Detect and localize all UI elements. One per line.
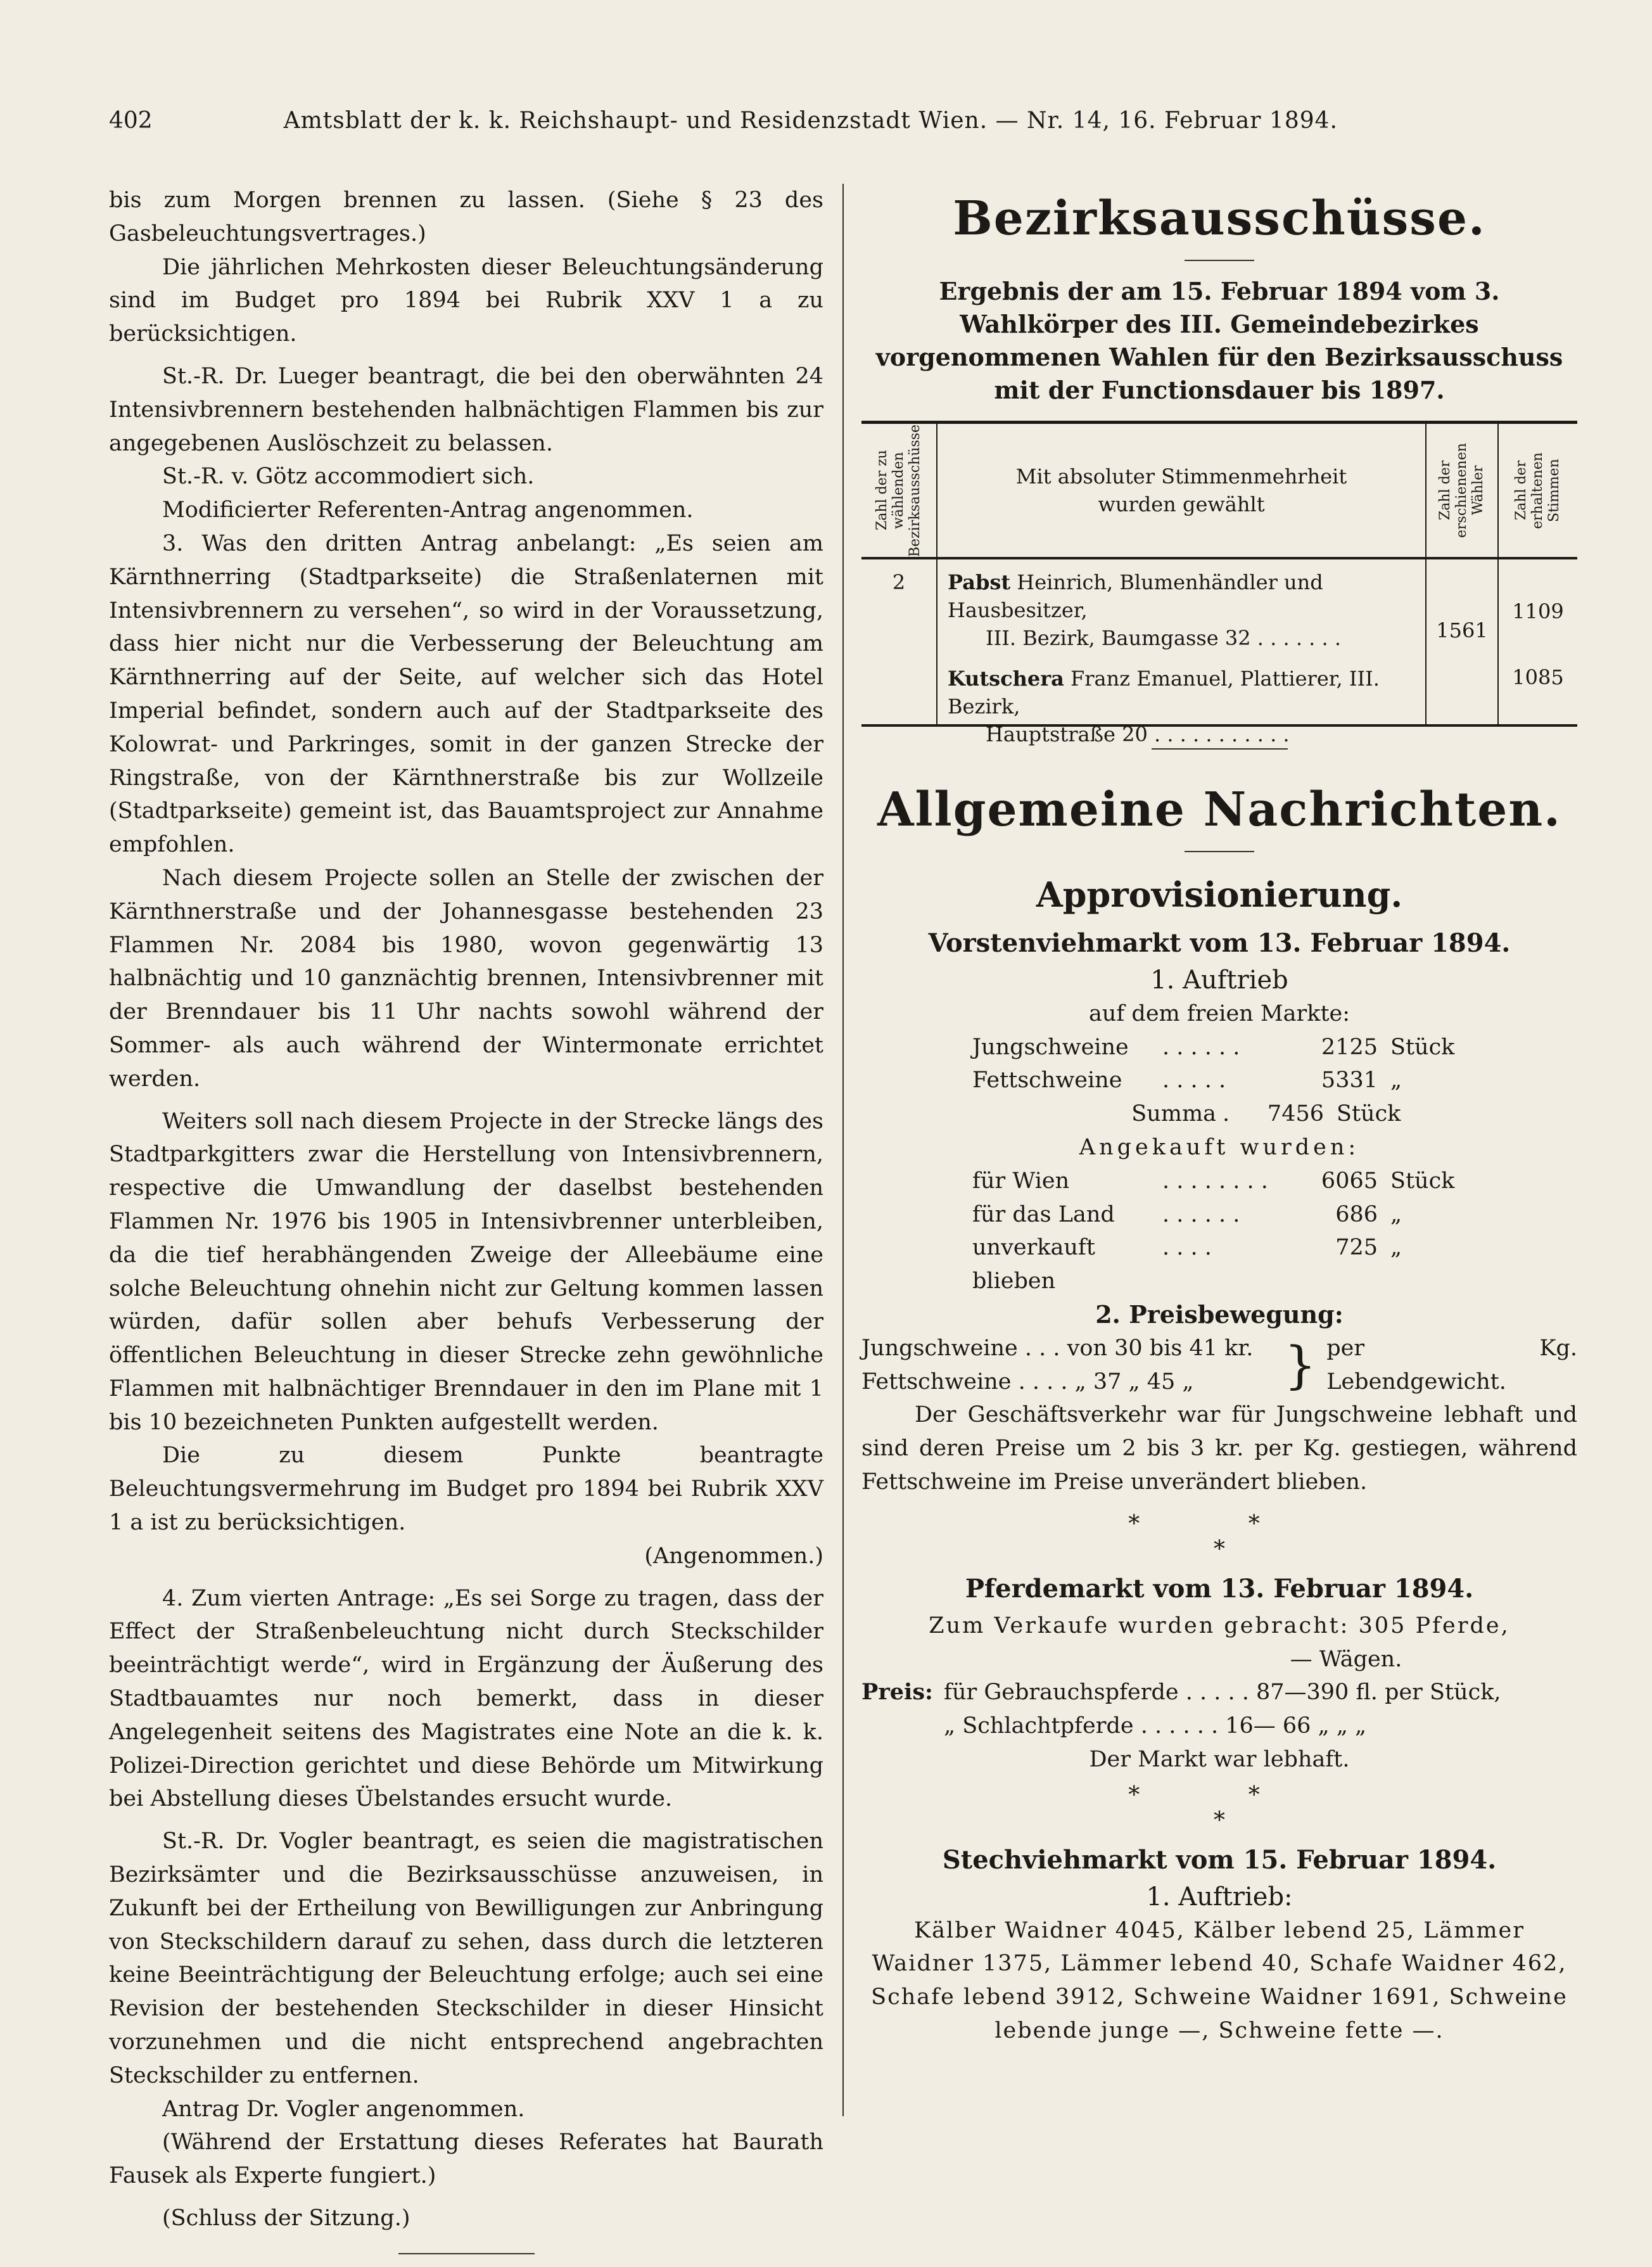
stat-label: für Wien	[972, 1168, 1070, 1194]
stat-dots: . . . .	[1162, 1235, 1212, 1261]
paragraph: (Angenommen.)	[644, 1543, 823, 1569]
stat-dots: . . . . .	[1162, 1068, 1226, 1094]
paragraph: Die zu diesem Punkte beantragte Beleuchtungsvermehrung im Budget pro 1894 bei Rubrik XXV 1 a ist zu berücksichtigen.	[109, 1443, 823, 1536]
market-title: Stechviehmarkt vom 15. Februar 1894.	[942, 1844, 1497, 1875]
column-divider	[842, 184, 844, 2116]
stat-row	[861, 1165, 1577, 1198]
price-note: per Kg. Lebendgewicht.	[1326, 1335, 1577, 1395]
table-header-cell: Zahl der zu wählenden Bezirksausschüsse	[874, 424, 923, 557]
price-line: „ Schlachtpferde . . . . . . 16— 66 „ „ „	[944, 1713, 1367, 1739]
table-row	[861, 559, 1577, 746]
stat-value: 5331	[1321, 1068, 1378, 1094]
stars-top: * *	[1128, 1782, 1311, 1808]
paragraph: Der Geschäftsverkehr war für Jungschweine lebhaft und sind deren Preise um 2 bis 3 kr. per Kg. gestiegen, während Fettschweine im Preise unverändert blieben.	[861, 1402, 1577, 1495]
subheading: Angekauft wurden:	[1079, 1134, 1360, 1160]
stat-label: für das Land	[972, 1201, 1115, 1227]
page-number: 402	[109, 108, 153, 134]
separator-stars	[861, 1783, 1577, 1840]
stat-row	[861, 1064, 1577, 1097]
elected-entry	[948, 665, 1418, 748]
paragraph: Antrag Dr. Vogler angenommen.	[162, 2096, 525, 2122]
price-line: Fettschweine . . . . „ 37 „ 45 „	[861, 1369, 1194, 1395]
stat-unit: Stück	[1390, 1034, 1455, 1060]
price-label: Preis:	[861, 1679, 933, 1706]
text-line: Der Markt war lebhaft.	[1089, 1746, 1350, 1772]
running-title: Amtsblatt der k. k. Reichshaupt- und Residenzstadt Wien. — Nr. 14, 16. Februar 1894.	[283, 108, 1338, 134]
price-row	[861, 1709, 1577, 1743]
paragraph: St.-R. Dr. Lueger beantragt, die bei den oberwähnten 24 Intensivbrennern bestehenden halbnächtigen Flammen bis zur angegebenen Auslöschzeit zu belassen.	[109, 363, 823, 456]
stat-value: 686	[1335, 1201, 1378, 1227]
star-bottom: *	[1214, 1807, 1225, 1834]
text-line: — Wägen.	[1290, 1646, 1402, 1672]
subheading: 1. Auftrieb	[1150, 966, 1288, 995]
price-row	[861, 1676, 1577, 1709]
elected-entry	[948, 568, 1418, 652]
table-cell: 1109	[1512, 599, 1564, 623]
elected-address: Hauptstraße 20 . . . . . . . . . . .	[986, 722, 1290, 746]
subheading: 2. Preisbewegung:	[1095, 1300, 1344, 1329]
stat-label: unverkauft blieben	[972, 1235, 1095, 1294]
stat-value: 725	[1335, 1235, 1378, 1261]
star-bottom: *	[1214, 1536, 1225, 1562]
divider	[1185, 851, 1254, 852]
stat-unit: Stück	[1337, 1101, 1401, 1127]
table-header	[861, 424, 1577, 559]
end-rule	[398, 2253, 535, 2254]
table-header-cell: Zahl der erhaltenen Stimmen	[1513, 452, 1562, 529]
stat-label: Jungschweine	[972, 1034, 1129, 1060]
elected-address: III. Bezirk, Baumgasse 32 . . . . . . .	[986, 626, 1342, 650]
stat-unit: „	[1390, 1235, 1402, 1261]
paragraph: St.-R. Dr. Vogler beantragt, es seien die magistratischen Bezirksämter und die Bezirksausschüsse anzuweisen, in Zukunft bei der Ertheilung von Bewilligungen zur Anbringung von Steckschildern darauf zu sehen, dass durch die letzteren keine Beeinträchtigung der Beleuchtung erfolge; auch sei eine Revision der bestehenden Steckschilder in dieser Hinsicht vorzunehmen und die nicht entsprechend angebrachten Steckschilder zu entfernen.	[109, 1829, 823, 2088]
right-column	[861, 184, 1577, 2048]
stat-row-sum	[861, 1097, 1577, 1131]
price-block	[861, 1332, 1577, 1399]
section-title: Bezirksausschüsse.	[953, 191, 1486, 246]
stat-unit: „	[1390, 1201, 1402, 1227]
elected-name: Kutschera	[948, 667, 1064, 691]
stat-dots: . . . . . .	[1162, 1201, 1240, 1227]
paragraph: bis zum Morgen brennen zu lassen. (Siehe § 23 des Gasbeleuchtungsvertrages.)	[109, 188, 823, 246]
market-title: Vorstenviehmarkt vom 13. Februar 1894.	[928, 928, 1511, 958]
table-header-cell: Mit absoluter Stimmenmehrheit wurden gewählt	[1015, 464, 1347, 516]
stat-unit: Stück	[1390, 1168, 1455, 1194]
price-line: Jungschweine . . . von 30 bis 41 kr.	[861, 1335, 1254, 1361]
page-header	[109, 108, 1338, 146]
section-title: Allgemeine Nachrichten.	[877, 782, 1561, 837]
stat-row	[861, 1231, 1577, 1298]
stat-value: 6065	[1321, 1168, 1378, 1194]
stat-dots: . . . . . . . .	[1162, 1168, 1268, 1194]
subheading: 1. Auftrieb:	[1146, 1882, 1293, 1912]
subsection-title: Approvisionierung.	[1036, 874, 1403, 915]
elected-name: Pabst	[948, 570, 1011, 594]
divider	[1185, 260, 1254, 261]
stat-label: Fettschweine	[972, 1068, 1122, 1094]
stat-unit: „	[1390, 1068, 1402, 1094]
paragraph: (Während der Erstattung dieses Referates hat Baurath Fausek als Experte fungiert.)	[109, 2130, 823, 2189]
left-column	[109, 184, 823, 2254]
paragraph: Kälber Waidner 4045, Kälber lebend 25, Lämmer Waidner 1375, Lämmer lebend 40, Schafe Waidner 462, Schafe lebend 3912, Schweine Waidner 1691, Schweine lebende junge —, Schweine fette —.	[871, 1917, 1568, 2043]
separator-stars	[861, 1512, 1577, 1569]
paragraph: 4. Zum vierten Antrage: „Es sei Sorge zu tragen, dass der Effect der Straßenbeleuchtung nicht durch Steckschilder beeinträchtigt werde“, wird in Ergänzung der Äußerung des Stadtbauamtes nur noch bemerkt, dass in dieser Angelegenheit seitens des Magistrates eine Note an die k. k. Polizei-Direction gerichtet und diese Behörde um Mitwirkung bei Abstellung dieses Übelstandes ersucht wurde.	[109, 1585, 823, 1812]
paragraph: Modificierter Referenten-Antrag angenommen.	[162, 497, 694, 523]
paragraph: (Schluss der Sitzung.)	[162, 2206, 410, 2232]
stat-row	[861, 1031, 1577, 1064]
elected-details: Heinrich, Blumenhändler und Hausbesitzer,	[948, 570, 1323, 622]
market-title: Pferdemarkt vom 13. Februar 1894.	[965, 1573, 1474, 1604]
table-cell: 1085	[1512, 665, 1564, 689]
paragraph: 3. Was den dritten Antrag anbelangt: „Es seien am Kärnthnerring (Stadtparkseite) die Straßenlaternen mit Intensivbrennern zu versehen“, so wird in der Voraussetzung, dass hier nicht nur die Verbesserung der Beleuchtung am Kärnthnerring auf der Seite, auf welcher sich das Hotel Imperial befindet, sondern auch auf der Stadtparkseite des Kolowrat- und Parkringes, somit in der ganzen Strecke der Ringstraße, von der Kärnthnerstraße bis zur Wollzeile (Stadtparkseite) gemeint ist, das Bauamtsproject zur Annahme empfohlen.	[109, 530, 823, 858]
stat-dots: . . . . . .	[1162, 1034, 1240, 1060]
subheading: auf dem freien Markte:	[1088, 1000, 1350, 1026]
table-header-cell: Zahl der erschienenen Wähler	[1437, 443, 1486, 538]
stat-value: 7456	[1267, 1101, 1324, 1127]
table-cell: 2	[892, 570, 906, 594]
stat-row	[861, 1198, 1577, 1232]
divider	[1152, 748, 1288, 750]
stars-top: * *	[1128, 1510, 1311, 1537]
stat-label: Summa	[1131, 1101, 1216, 1127]
text-line: Zum Verkaufe wurden gebracht: 305 Pferde,	[929, 1612, 1510, 1638]
paragraph: Die jährlichen Mehrkosten dieser Beleuchtungsänderung sind im Budget pro 1894 bei Rubrik XXV 1 a zu berücksichtigen.	[109, 254, 823, 347]
price-line: für Gebrauchspferde . . . . . 87—390 fl. per Stück,	[944, 1680, 1501, 1706]
paragraph: Weiters soll nach diesem Projecte in der Strecke längs des Stadtparkgitters zwar die Herstellung von Intensivbrennern, respective die Umwandlung der daselbst bestehenden Flammen Nr. 1976 bis 1905 in Intensivbrenner unterbleiben, da die tief herabhängenden Zweige der Alleebäume eine solche Beleuchtung ohnehin nicht zur Geltung kommen lassen würden, dafür sollen aber behufs Verbesserung der öffentlichen Beleuchtung in dieser Strecke zehn gewöhnliche Flammen mit halbnächtiger Brenndauer in den im Plane mit 1 bis 10 bezeichneten Punkten aufgestellt werden.	[109, 1108, 823, 1435]
elected-details: Franz Emanuel, Plattierer, III. Bezirk,	[948, 667, 1380, 718]
election-table	[861, 421, 1577, 746]
brace: }	[1284, 1335, 1317, 1395]
paragraph: St.-R. v. Götz accommodiert sich.	[162, 464, 535, 490]
section-intro: Ergebnis der am 15. Februar 1894 vom 3. Wahlkörper des III. Gemeindebezirkes vorgenommenen Wahlen für den Bezirksausschuss mit der Functionsdauer bis 1897.	[875, 277, 1563, 404]
paragraph: Nach diesem Projecte sollen an Stelle der zwischen der Kärnthnerstraße und der Johannesgasse bestehenden 23 Flammen Nr. 2084 bis 1980, wovon gegenwärtig 13 halbnächtig und 10 ganznächtig brennen, Intensivbrenner mit der Brenndauer bis 11 Uhr nachts sowohl während der Sommer- als auch während der Wintermonate errichtet werden.	[109, 865, 823, 1092]
stat-value: 2125	[1321, 1034, 1378, 1060]
stat-dots: .	[1223, 1101, 1230, 1127]
table-cell: 1561	[1436, 618, 1488, 642]
